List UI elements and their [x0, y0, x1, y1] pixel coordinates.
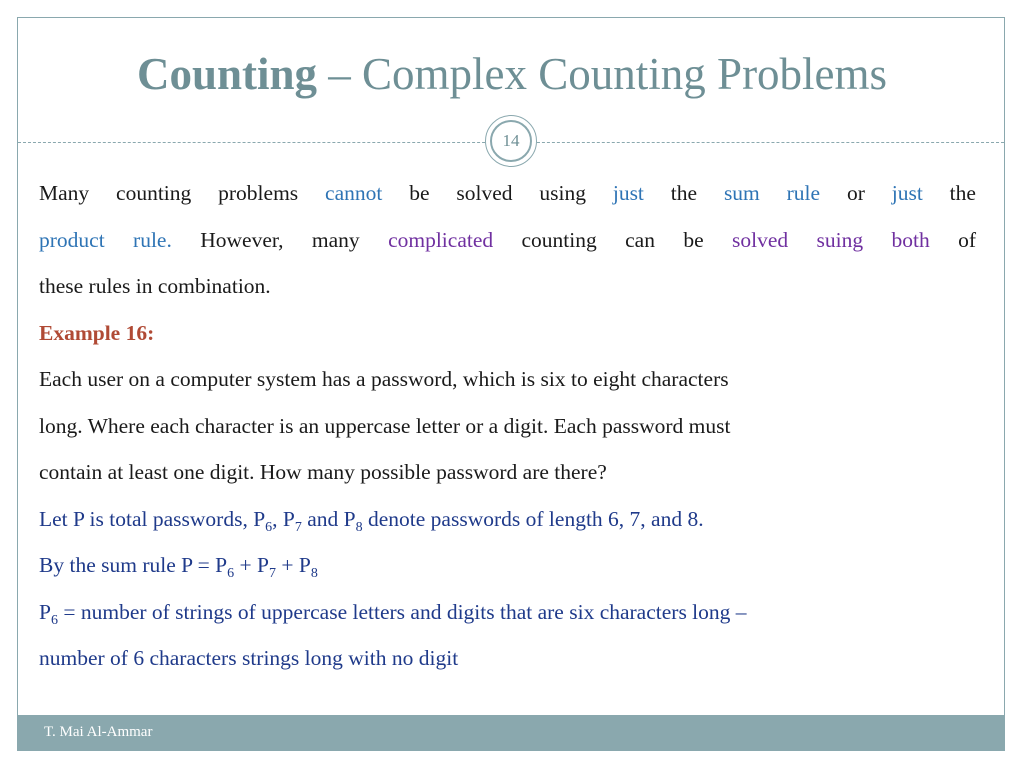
text-run: Let P is total passwords, P: [39, 506, 266, 531]
highlight-sum-rule: sum rule: [723, 181, 821, 205]
text-run: By the sum rule P = P: [39, 553, 228, 577]
text-run: + P: [234, 553, 269, 577]
title-bold: Counting: [136, 49, 318, 99]
example-line-1: Each user on a computer system has a password, which is six to eight characters: [39, 367, 729, 391]
highlight-just: just: [612, 181, 644, 205]
text-run: = number of strings of uppercase letters and digits that are six characters long –: [57, 599, 747, 624]
solution-line-2: [39, 542, 976, 589]
text-run: the: [922, 181, 976, 205]
text-run: P: [39, 599, 51, 624]
text-run: + P: [275, 553, 311, 577]
text-run: be solved using: [382, 181, 613, 205]
text-run: Many counting problems: [39, 181, 326, 205]
subscript: 6: [50, 612, 58, 628]
footer-author: T. Mai Al-Ammar: [44, 724, 153, 740]
subscript: 7: [268, 566, 276, 581]
subscript: 6: [227, 566, 235, 581]
highlight-product-rule: product rule.: [39, 227, 172, 252]
paragraph-line-3: these rules in combination.: [39, 274, 271, 298]
text-run: the: [643, 181, 724, 205]
title-rest: – Complex Counting Problems: [317, 49, 888, 99]
highlight-just: just: [891, 181, 923, 205]
solution-line-1: [39, 496, 976, 543]
subscript: 8: [310, 566, 318, 581]
example-heading: Example 16:: [39, 320, 155, 345]
text-run: However, many: [171, 227, 389, 252]
highlight-complicated: complicated: [388, 227, 494, 252]
page-number-badge: [485, 115, 537, 167]
text-run: , P: [272, 506, 295, 531]
text-run: of: [929, 227, 976, 252]
subscript: 6: [265, 519, 273, 535]
highlight-solved-suing-both: solved suing both: [732, 227, 930, 252]
example-line-2: long. Where each character is an uppercase letter or a digit. Each password must: [39, 413, 731, 438]
page-number: 14: [490, 120, 532, 162]
subscript: 8: [355, 519, 363, 535]
text-run: and P: [301, 506, 356, 531]
text-run: counting can be: [493, 227, 732, 252]
subscript: 7: [294, 519, 302, 535]
paragraph-line-2: [39, 217, 976, 264]
solution-line-4: number of 6 characters strings long with no digit: [39, 646, 459, 670]
example-line-3: contain at least one digit. How many possible password are there?: [39, 460, 607, 484]
text-run: denote passwords of length 6, 7, and 8.: [362, 506, 704, 531]
highlight-cannot: cannot: [325, 181, 383, 205]
text-run: or: [820, 181, 892, 205]
paragraph-line-1: [39, 170, 976, 217]
footer-bar: [17, 715, 1005, 751]
slide-title: [0, 50, 1024, 100]
slide-content: [39, 170, 976, 682]
solution-line-3: [39, 589, 976, 636]
